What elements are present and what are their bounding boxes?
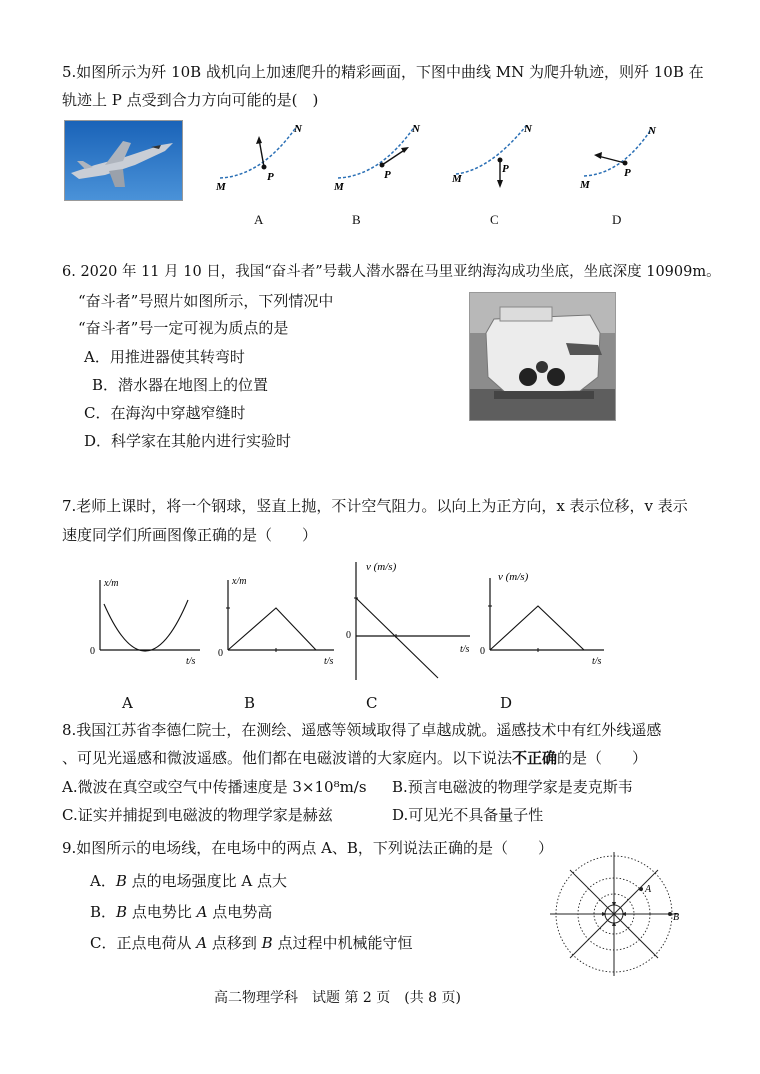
- q9-stem-line1: 9.如图所示的电场线，在电场中的两点 A、B，下列说法正确的是（ ）: [62, 839, 553, 857]
- q8-option-d: D.可见光不具备量子性: [392, 806, 544, 824]
- electric-field-diagram: [550, 852, 690, 986]
- label-m: M: [334, 181, 344, 192]
- page-footer: 高二物理学科 试题 第 2 页 (共 8 页): [214, 990, 461, 1006]
- q7-graph-a: [86, 570, 206, 674]
- q6-option-c: C．在海沟中穿越窄缝时: [84, 404, 246, 422]
- q7-option-a: A: [122, 694, 133, 712]
- graph-c-ylabel: v (m/s): [366, 561, 397, 573]
- q6-option-a: A．用推进器使其转弯时: [84, 348, 245, 366]
- label-m: M: [216, 181, 226, 192]
- q8-option-b: B.预言电磁波的物理学家是麦克斯韦: [392, 778, 633, 796]
- graph-a-xlabel: t/s: [186, 656, 196, 667]
- q7-stem-line2: 速度同学们所画图像正确的是（ ）: [62, 526, 318, 544]
- q5-figure-a: [212, 118, 312, 196]
- point-a-label: A: [645, 884, 652, 895]
- q8-option-c: C.证实并捕捉到电磁波的物理学家是赫兹: [62, 806, 333, 824]
- q8-emphasis: 不正确: [512, 749, 558, 767]
- label-m: M: [580, 179, 590, 191]
- label-p: P: [624, 167, 631, 179]
- label-n: N: [524, 123, 532, 135]
- label-p: P: [384, 169, 391, 181]
- q6-stem-line1: 6. 2020 年 11 月 10 日，我国“奋斗者”号载人潜水器在马里亚纳海沟成功坐底，坐底深度 10909m。: [62, 264, 721, 280]
- q8-option-a: A.微波在真空或空气中传播速度是 3×10⁸m/s: [62, 778, 367, 796]
- q8-stem-text: 、可见光遥感和微波遥感。他们都在电磁波谱的大家庭内。以下说法: [62, 749, 513, 767]
- graph-b-origin: 0: [218, 648, 223, 659]
- q7-option-d: D: [500, 694, 513, 712]
- q6-stem-line2: “奋斗者”号照片如图所示，下列情况中: [78, 292, 334, 310]
- q8-stem-line1: 8.我国江苏省李德仁院士，在测绘、遥感等领域取得了卓越成就。遥感技术中有红外线遥感: [62, 721, 662, 739]
- q8-stem-line2: [62, 748, 647, 768]
- q7-stem-line1: 7.老师上课时，将一个钢球，竖直上抛，不计空气阻力。以向上为正方向，x 表示位移，v 表示: [62, 497, 688, 515]
- q7-option-c: C: [366, 694, 378, 712]
- q5-option-b: B: [352, 212, 361, 227]
- q8-stem-end: 的是（ ）: [557, 749, 648, 767]
- q6-option-b: B．潜水器在地图上的位置: [92, 376, 269, 394]
- graph-d-ylabel: v (m/s): [498, 571, 529, 583]
- q5-stem-line2: 轨迹上 P 点受到合力方向可能的是( ): [62, 91, 319, 109]
- label-n: N: [412, 123, 420, 135]
- graph-c-origin: 0: [346, 630, 351, 641]
- q7-option-b: B: [244, 694, 256, 712]
- q6-option-d: D．科学家在其舱内进行实验时: [84, 432, 292, 450]
- label-n: N: [294, 123, 302, 135]
- graph-c-xlabel: t/s: [460, 644, 470, 655]
- q5-figure-c: [450, 118, 550, 196]
- jet-fighter-photo: [64, 120, 183, 201]
- q5-option-c: C: [490, 212, 499, 227]
- q7-graph-d: [480, 566, 610, 674]
- graph-b-ylabel: x/m: [232, 576, 247, 587]
- point-b-label: B: [673, 912, 680, 923]
- q9-option-c: C．正点电荷从 A 点移到 B 点过程中机械能守恒: [90, 934, 413, 952]
- q7-graph-c: [346, 556, 476, 690]
- q5-option-d: D: [612, 212, 622, 227]
- q9-option-b: B．B 点电势比 A 点电势高: [90, 903, 273, 921]
- graph-b-xlabel: t/s: [324, 656, 334, 667]
- submersible-photo: [469, 292, 616, 421]
- graph-d-xlabel: t/s: [592, 656, 602, 667]
- q5-figure-b: [330, 118, 430, 196]
- q5-figure-d: [578, 118, 678, 196]
- label-n: N: [648, 125, 656, 137]
- q5-stem-line1: 5.如图所示为歼 10B 战机向上加速爬升的精彩画面，下图中曲线 MN 为爬升轨迹，则歼 10B 在: [62, 63, 704, 81]
- q9-option-a: A．B 点的电场强度比 A 点大: [90, 872, 288, 890]
- graph-d-origin: 0: [480, 646, 485, 657]
- q7-graph-b: [212, 570, 342, 674]
- graph-a-ylabel: x/m: [104, 578, 119, 589]
- label-m: M: [452, 173, 462, 185]
- label-p: P: [267, 171, 274, 183]
- label-p: P: [502, 163, 509, 175]
- graph-a-origin: 0: [90, 646, 95, 657]
- q5-option-a: A: [254, 212, 264, 227]
- q6-stem-line3: “奋斗者”号一定可视为质点的是: [78, 319, 289, 337]
